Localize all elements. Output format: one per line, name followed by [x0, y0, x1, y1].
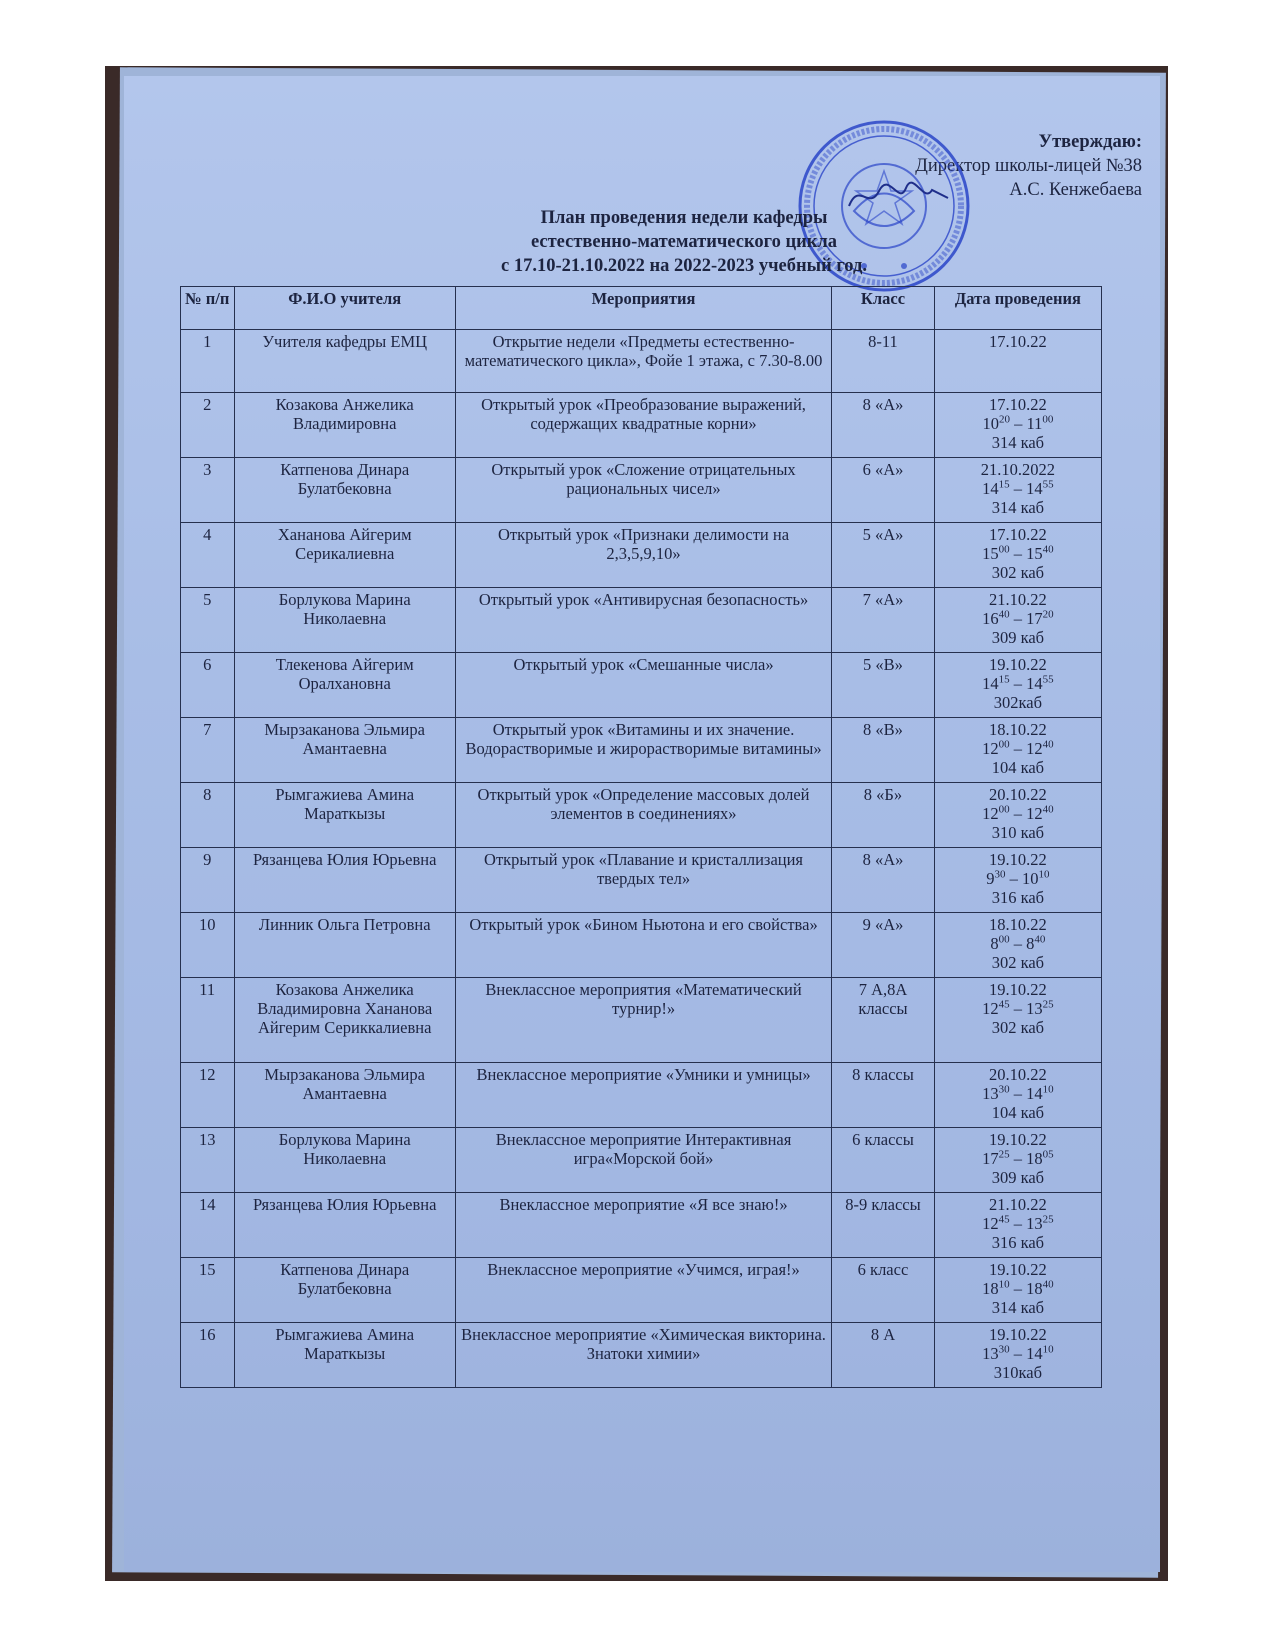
- row-num: 7: [181, 718, 235, 783]
- table-row: [181, 848, 1102, 913]
- time-end-hour: 18: [1026, 1149, 1043, 1168]
- time-end-minutes: 10: [1042, 1343, 1054, 1356]
- row-class: 5 «А»: [832, 523, 935, 588]
- row-time: $10^{20} - 11^{00}$: [982, 413, 1054, 433]
- row-date-value: 19.10.22: [989, 1325, 1047, 1344]
- row-teacher: Тлекенова Айгерим Оралхановна: [234, 653, 455, 718]
- row-class: 8 «А»: [832, 848, 935, 913]
- row-room: 314 каб: [991, 1298, 1045, 1317]
- time-start-hour: 12: [982, 804, 999, 823]
- row-date-value: 19.10.22: [989, 655, 1047, 674]
- row-date: [934, 1128, 1101, 1193]
- row-date: [934, 1063, 1101, 1128]
- row-event: Внеклассное мероприятие «Химическая викторина. Знатоки химии»: [455, 1323, 831, 1388]
- table-row: [181, 1323, 1102, 1388]
- time-end-hour: 11: [1026, 414, 1043, 433]
- row-event: Открытый урок «Плавание и кристаллизация твердых тел»: [455, 848, 831, 913]
- row-teacher: Рязанцева Юлия Юрьевна: [234, 848, 455, 913]
- time-end-minutes: 40: [1042, 738, 1054, 751]
- row-time: $13^{30} - 14^{10}$: [982, 1343, 1054, 1363]
- document-sheet: [124, 76, 1160, 1572]
- time-start-hour: 12: [982, 999, 999, 1018]
- table-row: [181, 1258, 1102, 1323]
- time-start-minutes: 00: [998, 933, 1010, 946]
- time-start-minutes: 30: [998, 1343, 1010, 1356]
- time-start-minutes: 30: [994, 868, 1006, 881]
- row-teacher: Козакова Анжелика Владимировна: [234, 393, 455, 458]
- time-end-hour: 8: [1026, 934, 1035, 953]
- row-room: 302 каб: [991, 953, 1045, 972]
- row-room: 314 каб: [991, 433, 1045, 452]
- row-date: [934, 1193, 1101, 1258]
- table-row: [181, 783, 1102, 848]
- time-start-hour: 14: [982, 479, 999, 498]
- table-row: [181, 913, 1102, 978]
- row-num: 3: [181, 458, 235, 523]
- row-teacher: Мырзаканова Эльмира Амантаевна: [234, 718, 455, 783]
- time-start-hour: 10: [982, 414, 999, 433]
- time-end-hour: 13: [1026, 1214, 1043, 1233]
- time-start-minutes: 00: [998, 803, 1010, 816]
- row-date-value: 18.10.22: [989, 720, 1047, 739]
- row-teacher: Козакова Анжелика Владимировна Хананова Айгерим Сериккалиевна: [234, 978, 455, 1063]
- row-num: 9: [181, 848, 235, 913]
- time-start-minutes: 00: [998, 543, 1010, 556]
- row-date-value: 19.10.22: [989, 1130, 1047, 1149]
- row-teacher: Борлукова Марина Николаевна: [234, 588, 455, 653]
- time-end-hour: 12: [1026, 739, 1043, 758]
- row-room: 314 каб: [991, 498, 1045, 517]
- time-end-hour: 18: [1026, 1279, 1043, 1298]
- time-end-minutes: 55: [1042, 478, 1054, 491]
- row-teacher: Борлукова Марина Николаевна: [234, 1128, 455, 1193]
- time-end-hour: 12: [1026, 804, 1043, 823]
- row-num: 15: [181, 1258, 235, 1323]
- row-num: 1: [181, 330, 235, 393]
- table-body: [181, 330, 1102, 1388]
- title-line-2: естественно-математического цикла: [530, 232, 838, 252]
- row-num: 12: [181, 1063, 235, 1128]
- row-teacher: Катпенова Динара Булатбековна: [234, 1258, 455, 1323]
- document-title: [424, 206, 944, 278]
- time-end-hour: 13: [1026, 999, 1043, 1018]
- table-row: [181, 393, 1102, 458]
- row-time: $18^{10} - 18^{40}$: [982, 1278, 1054, 1298]
- row-num: 6: [181, 653, 235, 718]
- row-event: Открытый урок «Признаки делимости на 2,3,5,9,10»: [455, 523, 831, 588]
- time-end-hour: 14: [1026, 1344, 1043, 1363]
- row-date-value: 20.10.22: [989, 1065, 1047, 1084]
- time-end-minutes: 20: [1042, 608, 1054, 621]
- row-teacher: Учителя кафедры ЕМЦ: [234, 330, 455, 393]
- time-start-minutes: 30: [998, 1083, 1010, 1096]
- table-row: [181, 1128, 1102, 1193]
- row-event: Открытый урок «Смешанные числа»: [455, 653, 831, 718]
- row-event: Внеклассное мероприятие «Учимся, играя!»: [455, 1258, 831, 1323]
- row-time: $17^{25} - 18^{05}$: [982, 1148, 1054, 1168]
- row-event: Открытый урок «Определение массовых долей элементов в соединениях»: [455, 783, 831, 848]
- row-room: 302 каб: [991, 563, 1045, 582]
- time-end-minutes: 05: [1042, 1148, 1054, 1161]
- table-row: [181, 330, 1102, 393]
- row-time: $12^{45} - 13^{25}$: [982, 998, 1054, 1018]
- table-row: [181, 653, 1102, 718]
- table-row: [181, 458, 1102, 523]
- events-table: [180, 286, 1102, 1388]
- row-num: 4: [181, 523, 235, 588]
- row-class: 8 «Б»: [832, 783, 935, 848]
- table-row: [181, 1063, 1102, 1128]
- row-room: 104 каб: [991, 1103, 1045, 1122]
- time-end-hour: 17: [1026, 609, 1043, 628]
- time-start-hour: 17: [982, 1149, 999, 1168]
- row-class: 7 «А»: [832, 588, 935, 653]
- row-class: 6 классы: [832, 1128, 935, 1193]
- table-row: [181, 978, 1102, 1063]
- time-end-hour: 15: [1026, 544, 1043, 563]
- row-room: 104 каб: [991, 758, 1045, 777]
- time-end-hour: 14: [1026, 674, 1043, 693]
- row-date-value: 19.10.22: [989, 1260, 1047, 1279]
- row-num: 8: [181, 783, 235, 848]
- time-start-hour: 12: [982, 1214, 999, 1233]
- row-teacher: Рымгажиева Амина Мараткызы: [234, 783, 455, 848]
- row-teacher: Линник Ольга Петровна: [234, 913, 455, 978]
- row-time: $14^{15} - 14^{55}$: [982, 673, 1054, 693]
- row-event: Внеклассное мероприятие Интерактивная игра«Морской бой»: [455, 1128, 831, 1193]
- time-end-minutes: 40: [1042, 803, 1054, 816]
- time-start-hour: 15: [982, 544, 999, 563]
- row-event: Открытый урок «Бином Ньютона и его свойства»: [455, 913, 831, 978]
- time-start-minutes: 15: [998, 673, 1010, 686]
- row-num: 2: [181, 393, 235, 458]
- row-room: 309 каб: [991, 1168, 1045, 1187]
- table-row: [181, 588, 1102, 653]
- row-class: 7 А,8А классы: [832, 978, 935, 1063]
- header-date: Дата проведения: [934, 287, 1101, 330]
- row-time: $14^{15} - 14^{55}$: [982, 478, 1054, 498]
- row-date-value: 17.10.22: [989, 332, 1047, 351]
- row-class: 8 «А»: [832, 393, 935, 458]
- time-end-minutes: 10: [1038, 868, 1050, 881]
- time-start-hour: 18: [982, 1279, 999, 1298]
- row-num: 5: [181, 588, 235, 653]
- row-class: 8-11: [832, 330, 935, 393]
- row-room: 309 каб: [991, 628, 1045, 647]
- row-event: Открытый урок «Антивирусная безопасность»: [455, 588, 831, 653]
- row-teacher: Рымгажиева Амина Мараткызы: [234, 1323, 455, 1388]
- row-event: Внеклассное мероприятие «Умники и умницы»: [455, 1063, 831, 1128]
- time-start-minutes: 45: [998, 998, 1010, 1011]
- time-start-hour: 9: [986, 869, 995, 888]
- row-time: $16^{40} - 17^{20}$: [982, 608, 1054, 628]
- row-time: $12^{00} - 12^{40}$: [982, 738, 1054, 758]
- time-end-minutes: 10: [1042, 1083, 1054, 1096]
- row-date-value: 17.10.22: [989, 525, 1047, 544]
- time-end-hour: 10: [1022, 869, 1039, 888]
- row-date: [934, 848, 1101, 913]
- row-class: 5 «В»: [832, 653, 935, 718]
- title-line-3: с 17.10-21.10.2022 на 2022-2023 учебный год.: [501, 256, 867, 276]
- time-end-minutes: 40: [1034, 933, 1046, 946]
- row-time: $8^{00} - 8^{40}$: [990, 933, 1046, 953]
- row-num: 16: [181, 1323, 235, 1388]
- time-start-hour: 12: [982, 739, 999, 758]
- row-event: Открытый урок «Витамины и их значение. Водорастворимые и жирорастворимые витамины»: [455, 718, 831, 783]
- row-date-value: 21.10.22: [989, 1195, 1047, 1214]
- row-room: 302 каб: [991, 1018, 1045, 1037]
- row-date-value: 20.10.22: [989, 785, 1047, 804]
- approval-title: Утверждаю:: [1038, 132, 1142, 152]
- row-teacher: Мырзаканова Эльмира Амантаевна: [234, 1063, 455, 1128]
- row-class: 8 классы: [832, 1063, 935, 1128]
- row-date: [934, 913, 1101, 978]
- row-event: Внеклассное мероприятие «Я все знаю!»: [455, 1193, 831, 1258]
- row-teacher: Рязанцева Юлия Юрьевна: [234, 1193, 455, 1258]
- time-start-minutes: 40: [998, 608, 1010, 621]
- row-room: 316 каб: [991, 888, 1045, 907]
- time-start-hour: 13: [982, 1344, 999, 1363]
- row-room: 310каб: [993, 1363, 1043, 1382]
- row-room: 310 каб: [991, 823, 1045, 842]
- time-start-minutes: 25: [998, 1148, 1010, 1161]
- row-time: $15^{00} - 15^{40}$: [982, 543, 1054, 563]
- table-header-row: [181, 287, 1102, 330]
- table-row: [181, 523, 1102, 588]
- row-date: [934, 523, 1101, 588]
- time-start-minutes: 20: [998, 413, 1010, 426]
- header-num: № п/п: [181, 287, 235, 330]
- approval-name: А.С. Кенжебаева: [1009, 180, 1142, 200]
- row-date: [934, 458, 1101, 523]
- table-row: [181, 1193, 1102, 1258]
- row-time: $12^{00} - 12^{40}$: [982, 803, 1054, 823]
- row-date: [934, 588, 1101, 653]
- title-line-1: План проведения недели кафедры: [540, 208, 828, 228]
- row-class: 8 А: [832, 1323, 935, 1388]
- row-time: $13^{30} - 14^{10}$: [982, 1083, 1054, 1103]
- time-start-minutes: 00: [998, 738, 1010, 751]
- time-start-minutes: 15: [998, 478, 1010, 491]
- row-date-value: 18.10.22: [989, 915, 1047, 934]
- row-date: [934, 1323, 1101, 1388]
- time-end-minutes: 40: [1042, 1278, 1054, 1291]
- table-row: [181, 718, 1102, 783]
- row-class: 6 класс: [832, 1258, 935, 1323]
- time-end-minutes: 00: [1042, 413, 1054, 426]
- row-date-value: 19.10.22: [989, 980, 1047, 999]
- row-class: 8-9 классы: [832, 1193, 935, 1258]
- time-end-hour: 14: [1026, 1084, 1043, 1103]
- time-start-hour: 14: [982, 674, 999, 693]
- row-date-value: 21.10.22: [989, 590, 1047, 609]
- row-time: $9^{30} - 10^{10}$: [986, 868, 1050, 888]
- time-start-minutes: 10: [998, 1278, 1010, 1291]
- row-date: [934, 783, 1101, 848]
- row-event: Открытие недели «Предметы естественно-математического цикла», Фойе 1 этажа, с 7.30-8.00: [455, 330, 831, 393]
- row-date: [934, 330, 1101, 393]
- row-event: Открытый урок «Сложение отрицательных рациональных чисел»: [455, 458, 831, 523]
- row-date-value: 19.10.22: [989, 850, 1047, 869]
- row-event: Открытый урок «Преобразование выражений, содержащих квадратные корни»: [455, 393, 831, 458]
- row-event: Внеклассное мероприятия «Математический турнир!»: [455, 978, 831, 1063]
- approval-position: Директор школы-лицей №38: [915, 156, 1142, 176]
- row-num: 10: [181, 913, 235, 978]
- header-teacher: Ф.И.О учителя: [234, 287, 455, 330]
- header-event: Мероприятия: [455, 287, 831, 330]
- time-end-hour: 14: [1026, 479, 1043, 498]
- row-date: [934, 978, 1101, 1063]
- time-start-hour: 13: [982, 1084, 999, 1103]
- time-end-minutes: 25: [1042, 1213, 1054, 1226]
- time-start-hour: 8: [990, 934, 999, 953]
- row-class: 9 «А»: [832, 913, 935, 978]
- row-date-value: 21.10.2022: [980, 460, 1056, 479]
- row-date: [934, 718, 1101, 783]
- time-end-minutes: 25: [1042, 998, 1054, 1011]
- time-end-minutes: 55: [1042, 673, 1054, 686]
- row-num: 13: [181, 1128, 235, 1193]
- row-date: [934, 393, 1101, 458]
- row-time: $12^{45} - 13^{25}$: [982, 1213, 1054, 1233]
- row-room: 302каб: [993, 693, 1043, 712]
- row-date-value: 17.10.22: [989, 395, 1047, 414]
- row-num: 11: [181, 978, 235, 1063]
- row-date: [934, 653, 1101, 718]
- row-class: 6 «А»: [832, 458, 935, 523]
- row-date: [934, 1258, 1101, 1323]
- row-room: 316 каб: [991, 1233, 1045, 1252]
- row-num: 14: [181, 1193, 235, 1258]
- time-end-minutes: 40: [1042, 543, 1054, 556]
- time-start-minutes: 45: [998, 1213, 1010, 1226]
- row-teacher: Хананова Айгерим Серикалиевна: [234, 523, 455, 588]
- time-start-hour: 16: [982, 609, 999, 628]
- row-class: 8 «В»: [832, 718, 935, 783]
- header-class: Класс: [832, 287, 935, 330]
- row-teacher: Катпенова Динара Булатбековна: [234, 458, 455, 523]
